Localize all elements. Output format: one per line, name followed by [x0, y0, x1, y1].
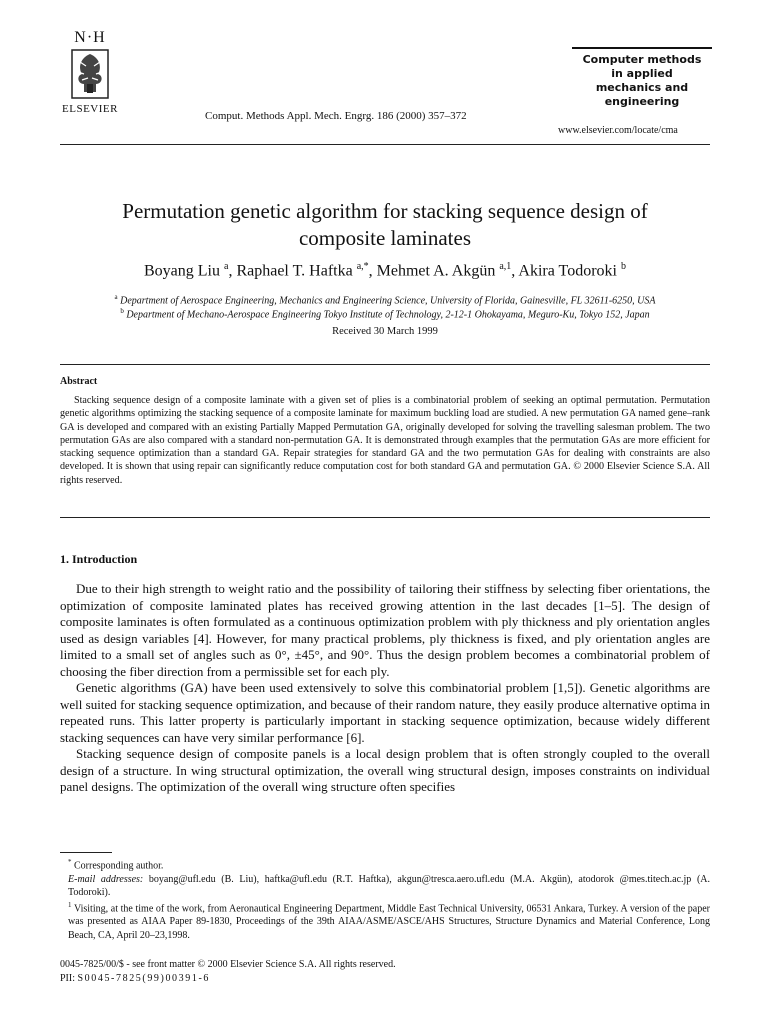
section-heading: 1. Introduction — [60, 552, 138, 566]
author-name: Boyang Liu — [144, 262, 220, 280]
author-affiliation-mark: b — [620, 261, 626, 272]
affiliation-mark: a — [114, 293, 118, 301]
author-affiliation-mark: a,1 — [499, 261, 512, 272]
pii-line — [60, 972, 396, 986]
pii-value: S0045-7825(99)00391-6 — [77, 973, 210, 984]
footnote-text: Corresponding author. — [74, 860, 164, 872]
introduction-body — [60, 581, 710, 796]
imprint — [60, 958, 396, 986]
journal-url[interactable]: www.elsevier.com/locate/cma — [558, 125, 678, 136]
author-affiliation-mark: a,* — [356, 261, 369, 272]
journal-name-line: mechanics and — [595, 81, 689, 94]
elsevier-tree-icon — [70, 48, 110, 100]
paragraph: Stacking sequence design of composite panels is a local design problem that is often strongly coupled to the overall design of a structure. In wing structural optimization, the overall wing structural design, imposes constraints on individual panel designs. The optimization of the overall wing structure often specifies — [60, 746, 710, 794]
copyright-line: 0045-7825/00/$ - see front matter © 2000 Elsevier Science S.A. All rights reserved. — [60, 959, 396, 970]
title-line: composite laminates — [298, 226, 472, 250]
footnote-rule — [60, 852, 112, 853]
header-divider — [60, 144, 710, 145]
affiliation-text: Department of Mechano-Aerospace Engineering Tokyo Institute of Technology, 2-12-1 Ohokayama, Meguro-Ku, Tokyo 152, Japan — [126, 309, 650, 321]
article-title — [40, 198, 730, 252]
journal-reference: Comput. Methods Appl. Mech. Engrg. 186 (2000) 357–372 — [205, 110, 467, 122]
author-list: Boyang Liu $^a$, Raphael T. Haftka $^{a,*}$, Mehmet A. Akgün $^{a,1}$, Akira Todoroki $^b$ — [144, 261, 626, 280]
paragraph: Genetic algorithms (GA) have been used extensively to solve this combinatorial problem [1,5]). Genetic algorithms are well suited for stacking sequence optimization, and because of their random nature, they easily produce alternative optima in repeated runs. This latter property is particularly important in stacking sequence optimization, because widely different stacking sequences can have very similar performance [6]. — [60, 680, 710, 745]
footnote-corresponding — [60, 856, 710, 873]
affiliation-a — [40, 293, 730, 306]
abstract-top-rule — [60, 364, 710, 365]
journal-name — [574, 53, 710, 109]
journal-name-line: engineering — [604, 95, 680, 108]
author-affiliation-mark: a — [224, 261, 229, 272]
pii-label: PII: — [60, 973, 75, 984]
affiliation-mark: b — [120, 307, 124, 315]
received-date: Received 30 March 1999 — [332, 326, 438, 337]
abstract-heading: Abstract — [60, 376, 98, 387]
affiliation-b — [40, 307, 730, 320]
elsevier-logo — [60, 30, 120, 120]
footnotes — [60, 856, 710, 942]
author-name: Mehmet A. Akgün — [376, 262, 496, 280]
email-label: E-mail addresses: — [68, 873, 144, 885]
footnote-1 — [60, 899, 710, 942]
paragraph: Due to their high strength to weight ratio and the possibility of tailoring their stiffness by selecting fiber orientations, the optimization of composite laminated plates has received growing attention in the last decades [1–5]. The design of composite laminates is often formulated as a continuous optimization problem with ply thickness and ply orientation angles used as design variables [4]. However, for many practical problems, ply thickness is fixed, and ply orientation angles are limited to a small set of angles such as 0°, ±45°, and 90°. Thus the design problem becomes a combinatorial problem of choosing the fiber direction from a permissible set for each ply. — [60, 581, 710, 679]
journal-name-line: Computer methods — [582, 53, 702, 66]
abstract-bottom-rule — [60, 517, 710, 518]
footnote-mark: * — [68, 858, 72, 866]
footnote-emails — [60, 873, 710, 899]
affiliation-text: Department of Aerospace Engineering, Mechanics and Engineering Science, University of Florida, Gainesville, FL 32611-6250, USA — [120, 295, 656, 307]
author-name: Akira Todoroki — [518, 262, 617, 280]
title-line: Permutation genetic algorithm for stacking sequence design of — [122, 199, 648, 223]
logo-monogram: N·H — [74, 29, 106, 46]
publisher-name: ELSEVIER — [62, 103, 118, 115]
author-name: Raphael T. Haftka — [236, 262, 353, 280]
footnote-mark: 1 — [68, 900, 72, 909]
footnote-text: Visiting, at the time of the work, from Aeronautical Engineering Department, Middle East Technical University, 06531 Ankara, Turkey. A version of the paper was presented as AIAA Paper 89-1830, Proceedings of the 39th AIAA/ASME/ASCE/AHS Structures, Structure Dynamics and Material Conference, Long Beach, CA, April 20–23,1998. — [68, 903, 710, 941]
journal-name-line: in applied — [611, 67, 673, 80]
email-list: boyang@ufl.edu (B. Liu), haftka@ufl.edu (R.T. Haftka), akgun@tresca.aero.ufl.edu (M.A. Akgün), atodorok @mes.titech.ac.jp (A. Todoroki). — [68, 873, 711, 898]
abstract-text: Stacking sequence design of a composite laminate with a given set of plies is a combinatorial problem of seeking an optimal permutation. Permutation genetic algorithms optimizing the stacking sequence of a composite laminate for maximum buckling load are studied. A new permutation GA named gene–rank GA is developed and compared with an existing Partially Mapped Permutation GA, originally developed for solving the travelling salesman problem. The two permutation GAs are also compared with a standard non-permutation GA. It is demonstrated through examples that the permutation GAs are more efficient for stacking sequence optimization than a standard GA. Repair strategies for standard GA and the two permutation GAs for dealing with constraints are also developed. It is shown that using repair can significantly reduce computation cost for both standard GA and permutation GA. © 2000 Elsevier Science S.A. All rights reserved. — [60, 395, 710, 486]
journal-name-rule — [572, 47, 712, 49]
